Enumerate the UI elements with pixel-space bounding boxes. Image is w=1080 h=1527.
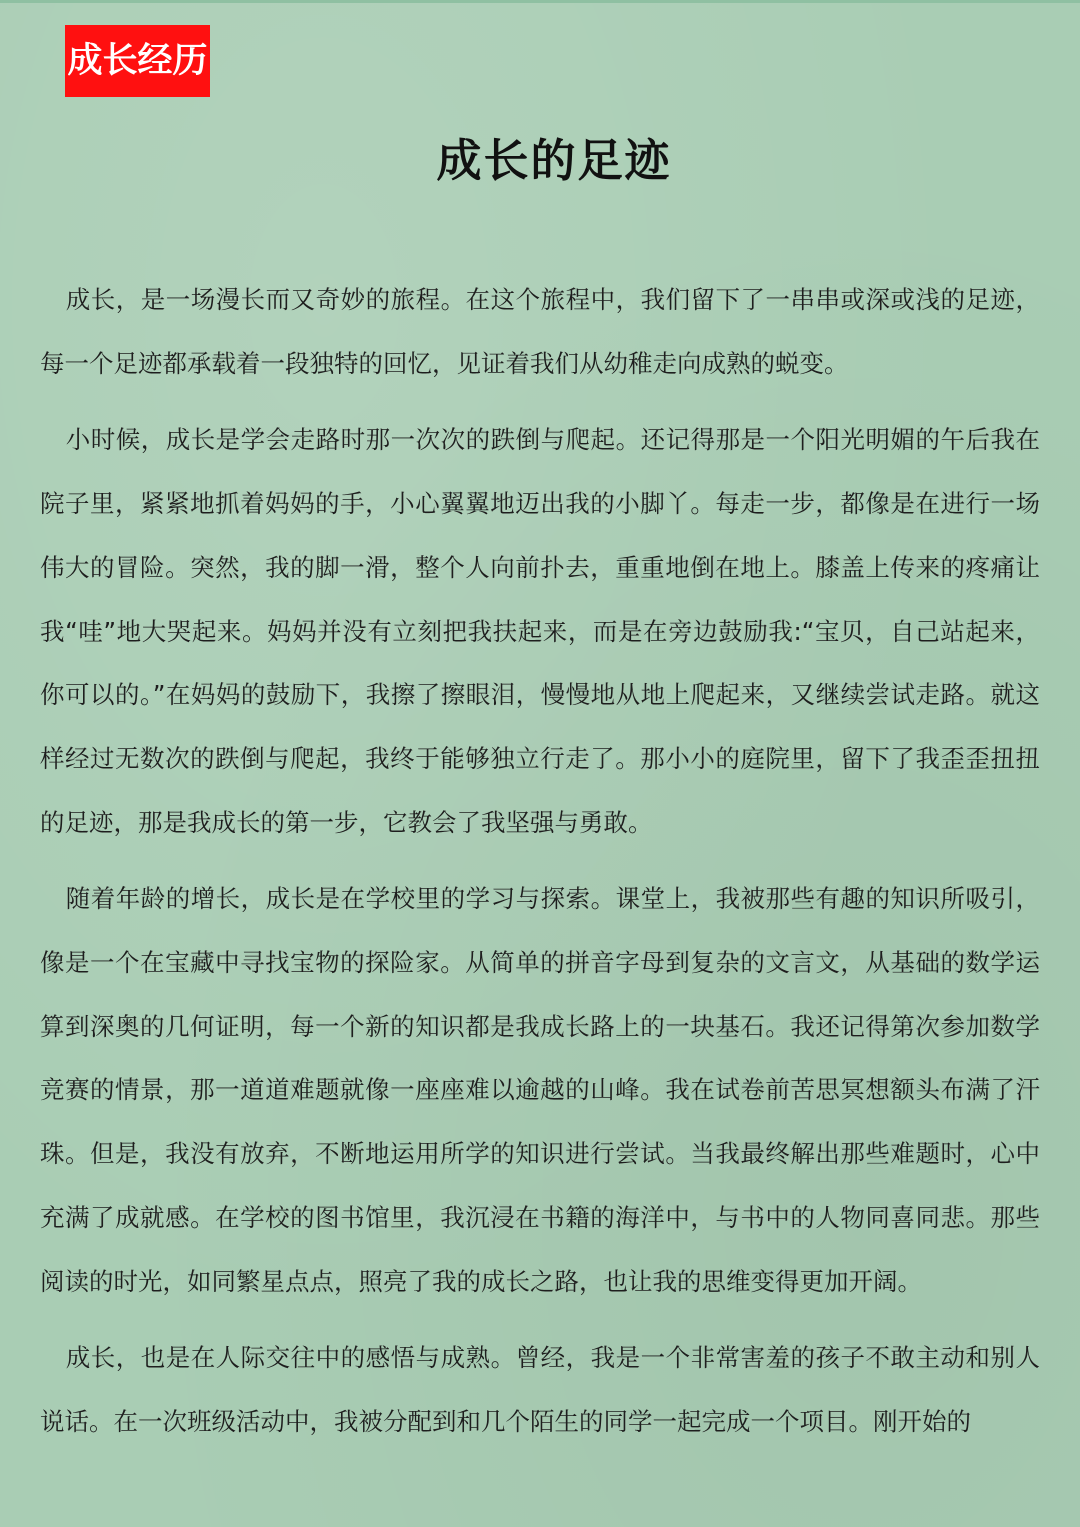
paragraph-3: 随着年龄的增长，成长是在学校里的学习与探索。课堂上，我被那些有趣的知识所吸引，像是一个在宝藏中寻找宝物的探险家。从简单的拼音字母到复杂的文言文，从基础的数学运算到深奥的几何证明，每一个新的知识都是我成长路上的一块基石。我还记得第次参加数学竞赛的情景，那一道道难题就像一座座难以逾越的山峰。我在试卷前苦思冥想额头布满了汗珠。但是，我没有放弃，不断地运用所学的知识进行尝试。当我最终解出那些难题时，心中充满了成就感。在学校的图书馆里，我沉浸在书籍的海洋中，与书中的人物同喜同悲。那些阅读的时光，如同繁星点点，照亮了我的成长之路，也让我的思维变得更加开阔。 [40,884,1040,1296]
article-title: 成长的足迹 [436,134,672,187]
paragraph-2: 小时候，成长是学会走路时那一次次的跌倒与爬起。还记得那是一个阳光明媚的午后我在院子里，紧紧地抓着妈妈的手，小心翼翼地迈出我的小脚丫。每走一步，都像是在进行一场伟大的冒险。突然，我的脚一滑，整个人向前扑去，重重地倒在地上。膝盖上传来的疼痛让我“哇”地大哭起来。妈妈并没有立刻把我扶起来，而是在旁边鼓励我:“宝贝，自己站起来，你可以的。”在妈妈的鼓励下，我擦了擦眼泪，慢慢地从地上爬起来，又继续尝试走路。就这样经过无数次的跌倒与爬起，我终于能够独立行走了。那小小的庭院里，留下了我歪歪扭扭的足迹，那是我成长的第一步，它教会了我坚强与勇敢。 [40,425,1040,837]
article-body [40,268,1040,1467]
paragraph-4: 成长，也是在人际交往中的感悟与成熟。曾经，我是一个非常害羞的孩子不敢主动和别人说话。在一次班级活动中，我被分配到和几个陌生的同学一起完成一个项目。刚开始的 [40,1343,1040,1436]
paragraph-1: 成长，是一场漫长而又奇妙的旅程。在这个旅程中，我们留下了一串串或深或浅的足迹，每一个足迹都承载着一段独特的回忆，见证着我们从幼稚走向成熟的蜕变。 [40,285,1040,378]
top-strip [0,0,1080,3]
category-tag: 成长经历 [65,25,210,97]
